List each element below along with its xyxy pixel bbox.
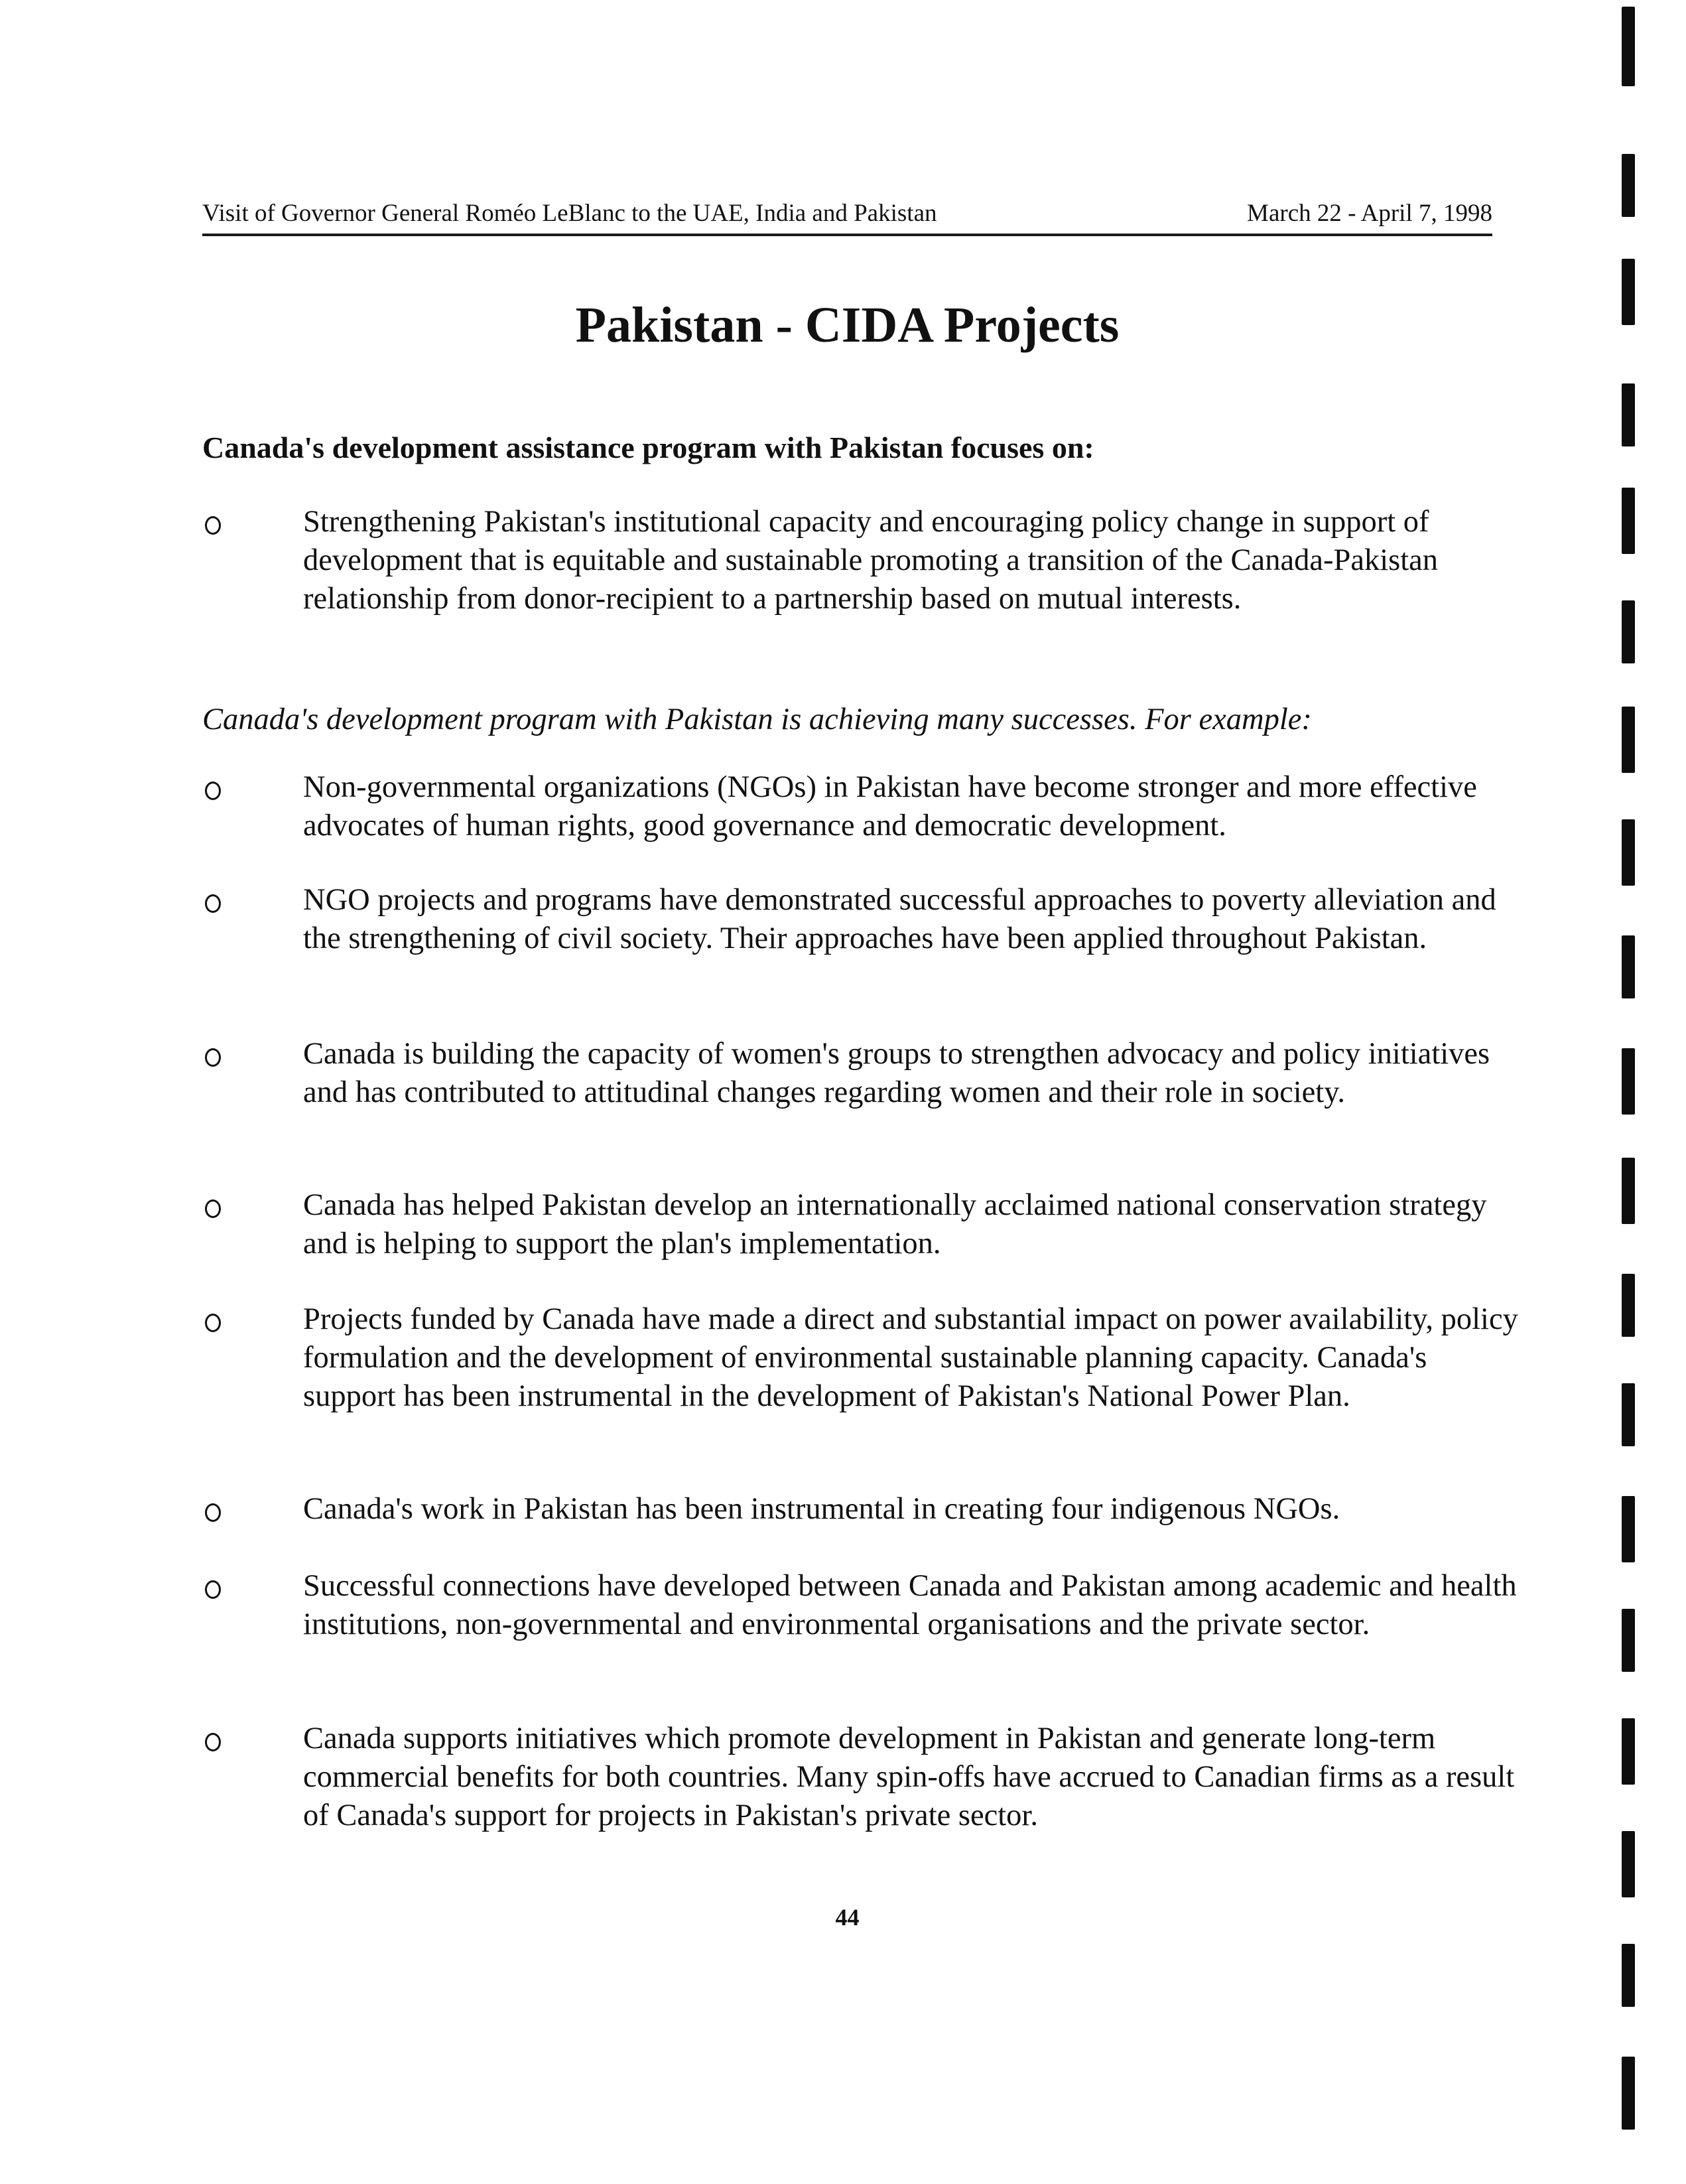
bullet-text: Strengthening Pakistan's institutional capacity and encouraging policy change in support of development that is equitable and sustainable promoting a transition of the Canada-Pakistan relationship from donor-recipient to a partnership based on mutual interests. [303, 505, 1439, 616]
bullet-text: Non-governmental organizations (NGOs) in Pakistan have become stronger and more effective advocates of human rights, good governance and democratic development. [303, 770, 1477, 843]
header-date: March 22 - April 7, 1998 [1247, 200, 1492, 227]
binding-mark [1622, 1831, 1635, 1897]
binding-mark [1622, 7, 1635, 86]
binding-mark [1622, 1718, 1635, 1785]
page-title: Pakistan - CIDA Projects [575, 297, 1120, 353]
bullet-text: NGO projects and programs have demonstrated successful approaches to poverty alleviation and the strengthening of civil society. Their approaches have been applied throughout Pakistan. [303, 883, 1496, 955]
binding-mark [1622, 1274, 1635, 1337]
binding-mark [1622, 1048, 1635, 1115]
bullet-marker-icon [202, 1490, 222, 1522]
header-title: Visit of Governor General Roméo LeBlanc to the UAE, India and Pakistan [202, 200, 937, 227]
binding-mark [1622, 1609, 1635, 1672]
bullet-marker-icon [202, 503, 222, 535]
bullet-marker-icon [202, 1567, 222, 1599]
binding-mark [1622, 259, 1635, 325]
binding-mark [1622, 1496, 1635, 1562]
binding-mark [1622, 488, 1635, 554]
bullet-marker-icon [202, 881, 222, 913]
intro-heading: Canada's development assistance program with Pakistan focuses on: [202, 431, 1094, 464]
binding-mark [1622, 2057, 1635, 2130]
binding-mark [1622, 819, 1635, 886]
bullet-marker-icon [202, 1300, 222, 1332]
bullet-text: Canada is building the capacity of women's groups to strengthen advocacy and policy initiatives and has contributed to attitudinal changes regarding women and their role in society. [303, 1037, 1490, 1109]
binding-mark [1622, 1944, 1635, 2007]
bullet-marker-icon [202, 1035, 222, 1067]
binding-mark [1622, 1158, 1635, 1224]
bullet-text: Canada supports initiatives which promote development in Pakistan and generate long-term commercial benefits for both countries. Many spin-offs have accrued to Canadian firms as a result of Canada's support for projects in Pakistan's private sector. [303, 1722, 1515, 1832]
binding-mark [1622, 935, 1635, 998]
page-number: 44 [835, 1904, 860, 1931]
bullet-text: Canada's work in Pakistan has been instrumental in creating four indigenous NGOs. [303, 1492, 1340, 1526]
successes-subheading: Canada's development program with Pakistan is achieving many successes. For example: [202, 703, 1312, 736]
binding-mark [1622, 707, 1635, 773]
bullet-text: Canada has helped Pakistan develop an internationally acclaimed national conservation strategy and is helping to support the plan's implementation. [303, 1188, 1487, 1261]
bullet-marker-icon [202, 1186, 222, 1218]
bullet-text: Projects funded by Canada have made a direct and substantial impact on power availability, policy formulation and the development of environmental sustainable planning capacity. Canada's support has been instrumental in the development of Pakistan's National Power Plan. [303, 1302, 1518, 1413]
binding-mark [1622, 383, 1635, 446]
bullet-marker-icon [202, 768, 222, 800]
binding-mark [1622, 600, 1635, 663]
binding-mark [1622, 1383, 1635, 1446]
running-header [202, 194, 1492, 236]
bullet-text: Successful connections have developed between Canada and Pakistan among academic and health institutions, non-governmental and environmental organisations and the private sector. [303, 1569, 1517, 1641]
binding-mark [1622, 154, 1635, 217]
bullet-marker-icon [202, 1720, 222, 1751]
